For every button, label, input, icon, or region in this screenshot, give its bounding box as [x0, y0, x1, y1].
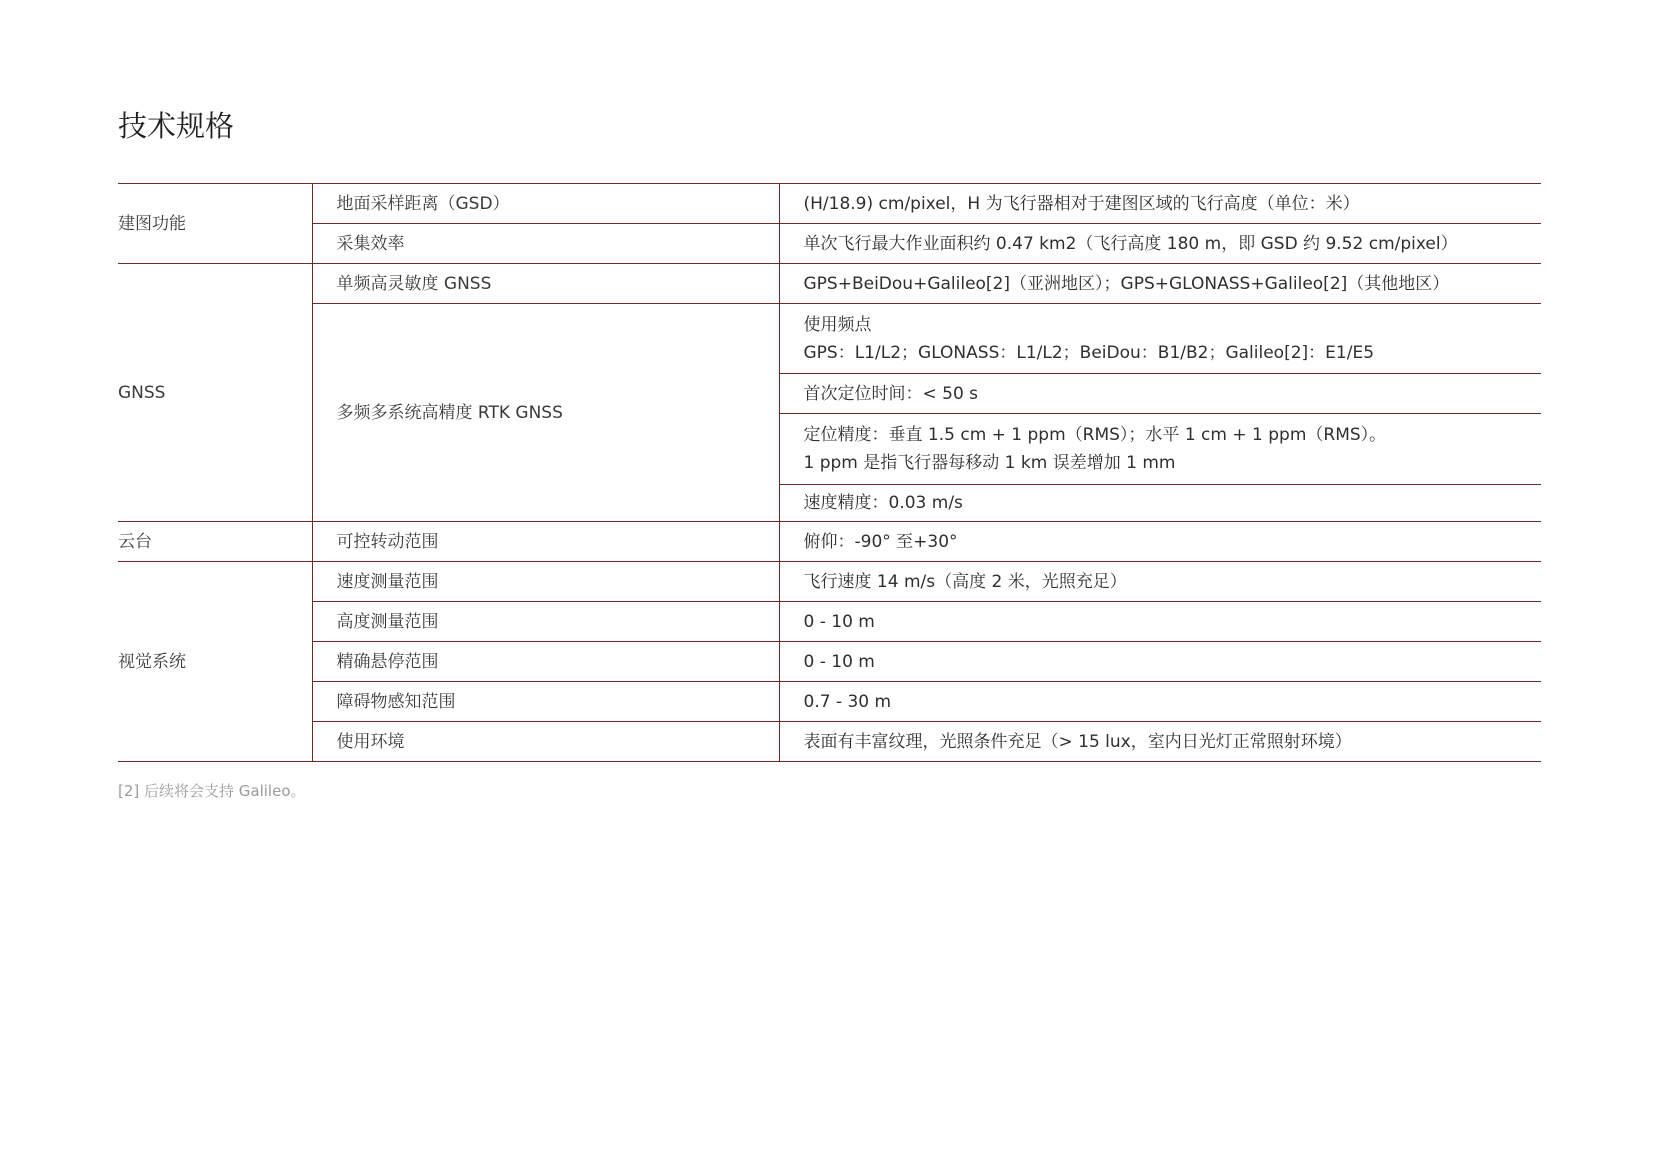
table-row [118, 682, 1541, 722]
item-efficiency: 采集效率 [312, 224, 779, 264]
table-row [118, 522, 1541, 562]
table-row [118, 642, 1541, 682]
table-row [118, 184, 1541, 224]
value-positioning-accuracy [779, 414, 1541, 485]
value-frequencies-list: GPS：L1/L2；GLONASS：L1/L2；BeiDou：B1/B2；Galileo[2]：E1/E5 [803, 342, 1375, 363]
value-height-range: 0 - 10 m [803, 611, 875, 632]
item-obstacle-range: 障碍物感知范围 [312, 682, 779, 722]
value-gimbal-range: 俯仰：-90° 至+30° [803, 531, 958, 552]
item-gsd: 地面采样距离（GSD） [312, 184, 779, 224]
footnote: [2] 后续将会支持 Galileo。 [118, 782, 306, 800]
value-positioning-line2: 1 ppm 是指飞行器每移动 1 km 误差增加 1 mm [803, 453, 1176, 473]
value-speed-range: 飞行速度 14 m/s（高度 2 米，光照充足） [803, 571, 1127, 592]
table-row [118, 224, 1541, 264]
category-mapping: 建图功能 [118, 184, 312, 264]
table-row [118, 602, 1541, 642]
item-gimbal-range: 可控转动范围 [312, 522, 779, 562]
item-environment: 使用环境 [312, 722, 779, 762]
value-positioning-line1: 定位精度：垂直 1.5 cm + 1 ppm（RMS）；水平 1 cm + 1 ppm（RMS）。 [803, 425, 1387, 445]
table-row [118, 264, 1541, 304]
value-velocity-accuracy: 速度精度：0.03 m/s [803, 493, 963, 513]
item-single-freq-gnss: 单频高灵敏度 GNSS [312, 264, 779, 304]
value-gsd: (H/18.9) cm/pixel，H 为飞行器相对于建图区域的飞行高度（单位：米） [803, 193, 1360, 214]
value-first-fix: 首次定位时间：< 50 s [803, 383, 979, 404]
value-frequencies-heading: 使用频点 [803, 314, 872, 335]
item-rtk-gnss: 多频多系统高精度 RTK GNSS [312, 304, 779, 522]
category-gnss: GNSS [118, 264, 312, 522]
value-single-freq-gnss: GPS+BeiDou+Galileo[2]（亚洲地区）；GPS+GLONASS+Galileo[2]（其他地区） [803, 273, 1450, 294]
value-hover-range: 0 - 10 m [803, 651, 875, 672]
page-title: 技术规格 [118, 109, 235, 143]
item-hover-range: 精确悬停范围 [312, 642, 779, 682]
value-frequencies [779, 304, 1541, 374]
table-row [118, 722, 1541, 762]
item-height-range: 高度测量范围 [312, 602, 779, 642]
value-environment: 表面有丰富纹理，光照条件充足（> 15 lux，室内日光灯正常照射环境） [803, 731, 1352, 752]
spec-table [118, 183, 1541, 762]
category-vision: 视觉系统 [118, 562, 312, 762]
table-row [118, 562, 1541, 602]
category-gimbal: 云台 [118, 522, 312, 562]
item-speed-range: 速度测量范围 [312, 562, 779, 602]
value-efficiency: 单次飞行最大作业面积约 0.47 km2（飞行高度 180 m，即 GSD 约 9.52 cm/pixel） [803, 233, 1458, 254]
value-obstacle-range: 0.7 - 30 m [803, 691, 892, 712]
table-row [118, 304, 1541, 374]
